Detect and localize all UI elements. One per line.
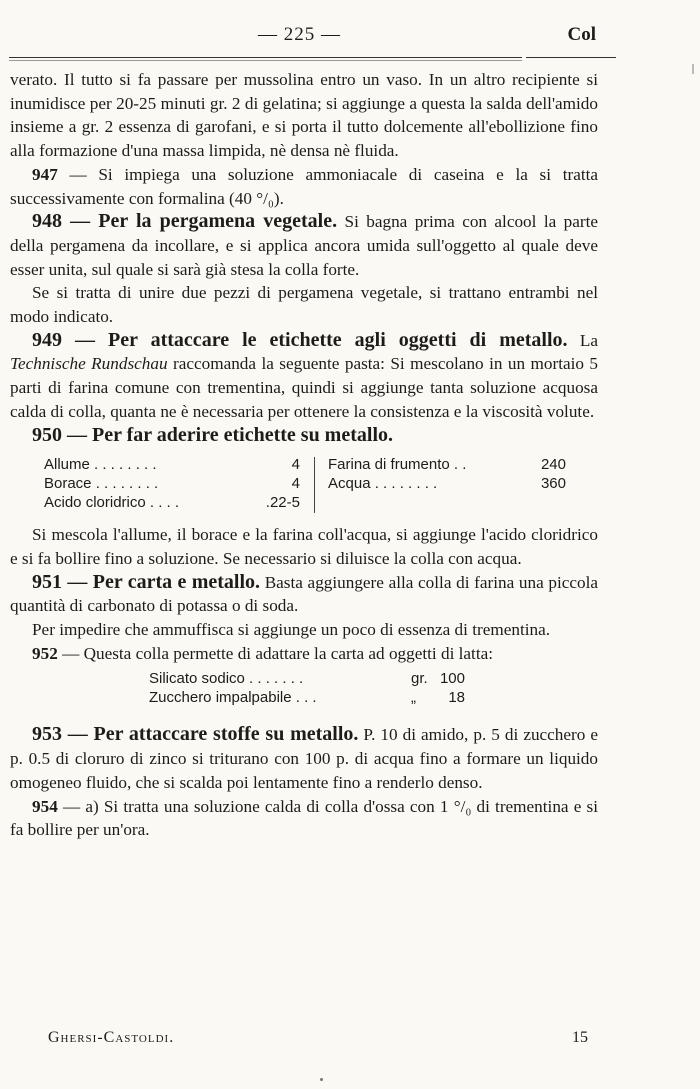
ingredient-name: Silicato sodico . . . . . . . <box>149 670 304 688</box>
section-text: Per impedire che ammuffisca si aggiunge un poco di essenza di trementina. <box>32 620 551 640</box>
section-952 <box>10 642 598 666</box>
section-number: 947 <box>32 164 58 184</box>
section-text: Si bagna prima con alcool la parte della pergamena da incollare, e si applica ancora umida sull'oggetto al quale deve esser unita, sul quale si sarà già stesa la colla forte. <box>10 212 598 279</box>
recipe-row <box>149 688 465 707</box>
intro-paragraph <box>10 68 598 163</box>
recipe-row <box>44 455 300 474</box>
ingredient-unit: „ <box>411 689 416 707</box>
section-948 <box>10 210 598 281</box>
section-number: 952 <box>32 643 58 663</box>
section-951 <box>10 571 598 618</box>
ingredient-unit: gr. <box>411 670 428 688</box>
ingredient-quantity: 18 <box>448 689 465 707</box>
header-rule <box>9 57 522 58</box>
section-text: — Questa colla permette di adattare la carta ad oggetti di latta: <box>57 643 494 663</box>
section-text: Se si tratta di unire due pezzi di pergamena vegetale, si trattano entrambi nel modo indicato. <box>10 283 598 327</box>
section-text: — Si impiega una soluzione ammoniacale di caseina e la si tratta successivamente con formalina (40 °/₀). <box>10 164 598 208</box>
section-text: raccomanda la seguente pasta: Si mescolano in un mortaio 5 parti di farina comune con trementina, quindi si aggiunge tanta soluzione acquosa calda di colla, quanta ne è necessaria per ottenere la consistenza e la viscosità volute. <box>10 354 598 421</box>
ingredient-quantity: 360 <box>540 475 566 493</box>
page-number: — 225 — <box>258 24 341 45</box>
recipe-row <box>44 493 300 512</box>
page-header <box>0 24 700 48</box>
ingredient-name: Farina di frumento . . <box>328 456 467 474</box>
ingredient-quantity: 240 <box>540 456 566 474</box>
body-text <box>10 68 598 842</box>
recipe-table-952 <box>10 669 598 715</box>
section-948-para2 <box>10 281 598 328</box>
recipe-row <box>328 474 566 493</box>
section-text: Si mescola l'allume, il borace e la farina coll'acqua, si aggiunge l'acido cloridrico e si fa bollire fino a soluzione. Se necessario si diluisce la colla con acqua. <box>10 525 598 568</box>
section-text: P. 10 di amido, p. 5 di zucchero e p. 0.5 di cloruro di zinco si triturano con 100 p. di acqua fino a formare un liquido omogeneo fluido, che si scalda poi lentamente fino a renderlo denso. <box>10 725 599 792</box>
recipe-column-left <box>44 455 314 512</box>
section-heading: 953 — Per attaccare stoffe su metallo. <box>32 723 359 746</box>
recipe-column <box>149 669 479 707</box>
ingredient-name: Zucchero impalpabile . . . <box>149 689 317 707</box>
section-text: Basta aggiungere alla colla di farina una piccola quantità di carbonato di potassa o di soda. <box>10 572 598 616</box>
section-954 <box>10 795 598 842</box>
section-text: La <box>567 330 598 350</box>
section-951-para2 <box>10 618 598 642</box>
margin-mark <box>692 64 694 74</box>
recipe-row <box>328 455 566 474</box>
ingredient-name: Acido cloridrico . . . . <box>44 494 180 512</box>
signature-mark: 15 <box>572 1029 588 1046</box>
ingredient-name: Acqua . . . . . . . . <box>328 475 438 493</box>
column-divider <box>314 457 315 513</box>
ingredient-quantity: 4 <box>291 475 300 493</box>
section-953 <box>10 723 598 794</box>
section-heading: 951 — Per carta e metallo. <box>32 570 261 593</box>
recipe-row <box>149 669 465 688</box>
header-rule-right <box>526 57 616 58</box>
intro-text: verato. Il tutto si fa passare per mussolina entro un vaso. In un altro recipiente si inumidisce per 20-25 minuti gr. 2 di gelatina; si aggiunge a questa la salda dell'amido insieme a gr. 2 essenza di garofani, e si porta il tutto dolcemente all'ebollizione fino alla formazione d'una massa limpida, nè densa nè fluida. <box>10 70 598 161</box>
ingredient-quantity: 4 <box>291 456 300 474</box>
section-950 <box>10 424 598 448</box>
section-text: — a) Si tratta una soluzione calda di colla d'ossa con 1 °/₀ di trementina e si fa bollire per un'ora. <box>10 796 598 840</box>
section-heading: 949 — Per attaccare le etichette agli oggetti di metallo. <box>32 328 568 351</box>
recipe-table-950 <box>10 455 598 517</box>
ingredient-quantity: .22-5 <box>265 494 300 512</box>
section-947 <box>10 163 598 210</box>
footer-author: Ghersi-Castoldi. <box>48 1029 175 1046</box>
header-rule-secondary <box>9 60 522 61</box>
ingredient-quantity: 100 <box>439 670 465 688</box>
running-head: Col <box>567 24 596 45</box>
section-heading: 948 — Per la pergamena vegetale. <box>32 210 338 233</box>
section-950-instructions <box>10 523 598 570</box>
recipe-column-right <box>328 455 588 493</box>
ingredient-name: Allume . . . . . . . . <box>44 456 157 474</box>
section-949 <box>10 329 598 424</box>
section-number: 954 <box>32 796 58 816</box>
ingredient-name: Borace . . . . . . . . <box>44 475 159 493</box>
section-heading: 950 — Per far aderire etichette su metallo. <box>32 423 393 446</box>
recipe-row <box>44 474 300 493</box>
source-title: Technische Rundschau <box>10 354 168 374</box>
print-speck <box>320 1078 323 1081</box>
